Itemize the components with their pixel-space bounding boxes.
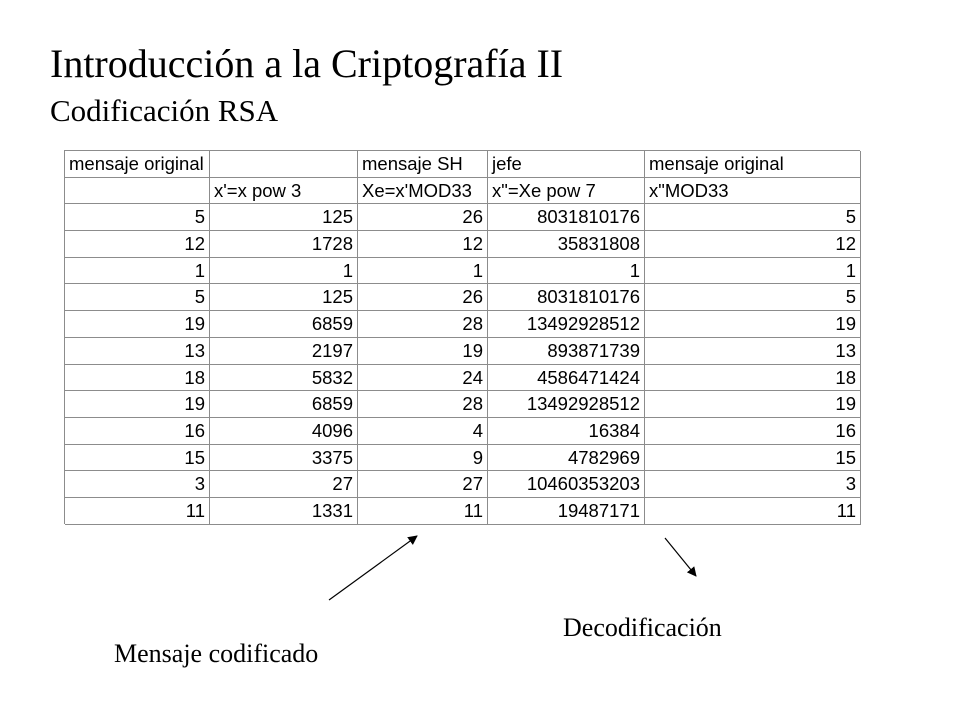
data-cell: 15 [645, 445, 861, 472]
data-cell: 6859 [210, 311, 358, 338]
header-cell: mensaje original [65, 151, 210, 178]
data-cell: 1728 [210, 231, 358, 258]
data-cell: 26 [358, 204, 488, 231]
data-cell: 1 [645, 258, 861, 285]
data-cell: 1 [488, 258, 645, 285]
data-cell: 3375 [210, 445, 358, 472]
data-cell: 16384 [488, 418, 645, 445]
slide-title: Introducción a la Criptografía II [50, 41, 564, 86]
data-cell: 4782969 [488, 445, 645, 472]
data-cell: 35831808 [488, 231, 645, 258]
data-cell: 5832 [210, 365, 358, 392]
data-cell: 4586471424 [488, 365, 645, 392]
data-cell: 26 [358, 284, 488, 311]
header-cell: x"MOD33 [645, 178, 861, 205]
data-cell: 5 [645, 284, 861, 311]
header-cell: Xe=x'MOD33 [358, 178, 488, 205]
arrow-to-encoded-column [329, 536, 417, 600]
slide-subtitle: Codificación RSA [50, 93, 279, 128]
data-cell: 8031810176 [488, 284, 645, 311]
data-cell: 27 [210, 471, 358, 498]
data-cell: 1 [358, 258, 488, 285]
data-cell: 6859 [210, 391, 358, 418]
data-cell: 28 [358, 391, 488, 418]
data-cell: 19 [645, 311, 861, 338]
data-cell: 24 [358, 365, 488, 392]
data-cell: 27 [358, 471, 488, 498]
data-cell: 5 [65, 204, 210, 231]
data-cell: 125 [210, 204, 358, 231]
data-cell: 19 [358, 338, 488, 365]
header-cell: mensaje original [645, 151, 861, 178]
data-cell: 11 [358, 498, 488, 525]
data-cell: 19 [645, 391, 861, 418]
data-cell: 125 [210, 284, 358, 311]
decoding-label: Decodificación [563, 613, 722, 642]
data-cell: 893871739 [488, 338, 645, 365]
data-cell: 19 [65, 391, 210, 418]
data-cell: 28 [358, 311, 488, 338]
data-cell: 5 [65, 284, 210, 311]
data-cell: 12 [645, 231, 861, 258]
data-cell: 1 [210, 258, 358, 285]
data-cell: 2197 [210, 338, 358, 365]
data-cell: 3 [65, 471, 210, 498]
data-cell: 16 [65, 418, 210, 445]
data-cell: 15 [65, 445, 210, 472]
data-cell: 13492928512 [488, 311, 645, 338]
data-cell: 3 [645, 471, 861, 498]
data-cell: 5 [645, 204, 861, 231]
data-cell: 1 [65, 258, 210, 285]
arrow-to-decoded-column [665, 538, 696, 576]
data-cell: 1331 [210, 498, 358, 525]
encoded-message-label: Mensaje codificado [114, 639, 319, 668]
header-cell: jefe [488, 151, 645, 178]
data-cell: 9 [358, 445, 488, 472]
header-cell: mensaje SH [358, 151, 488, 178]
data-cell: 4096 [210, 418, 358, 445]
data-cell: 12 [358, 231, 488, 258]
data-cell: 18 [65, 365, 210, 392]
data-cell: 18 [645, 365, 861, 392]
data-cell: 4 [358, 418, 488, 445]
header-cell: x"=Xe pow 7 [488, 178, 645, 205]
data-cell: 11 [645, 498, 861, 525]
header-cell: x'=x pow 3 [210, 178, 358, 205]
data-cell: 19 [65, 311, 210, 338]
data-cell: 13492928512 [488, 391, 645, 418]
data-cell: 16 [645, 418, 861, 445]
data-cell: 11 [65, 498, 210, 525]
data-cell: 12 [65, 231, 210, 258]
data-cell: 8031810176 [488, 204, 645, 231]
data-cell: 13 [645, 338, 861, 365]
data-cell: 13 [65, 338, 210, 365]
data-cell: 19487171 [488, 498, 645, 525]
data-cell: 10460353203 [488, 471, 645, 498]
